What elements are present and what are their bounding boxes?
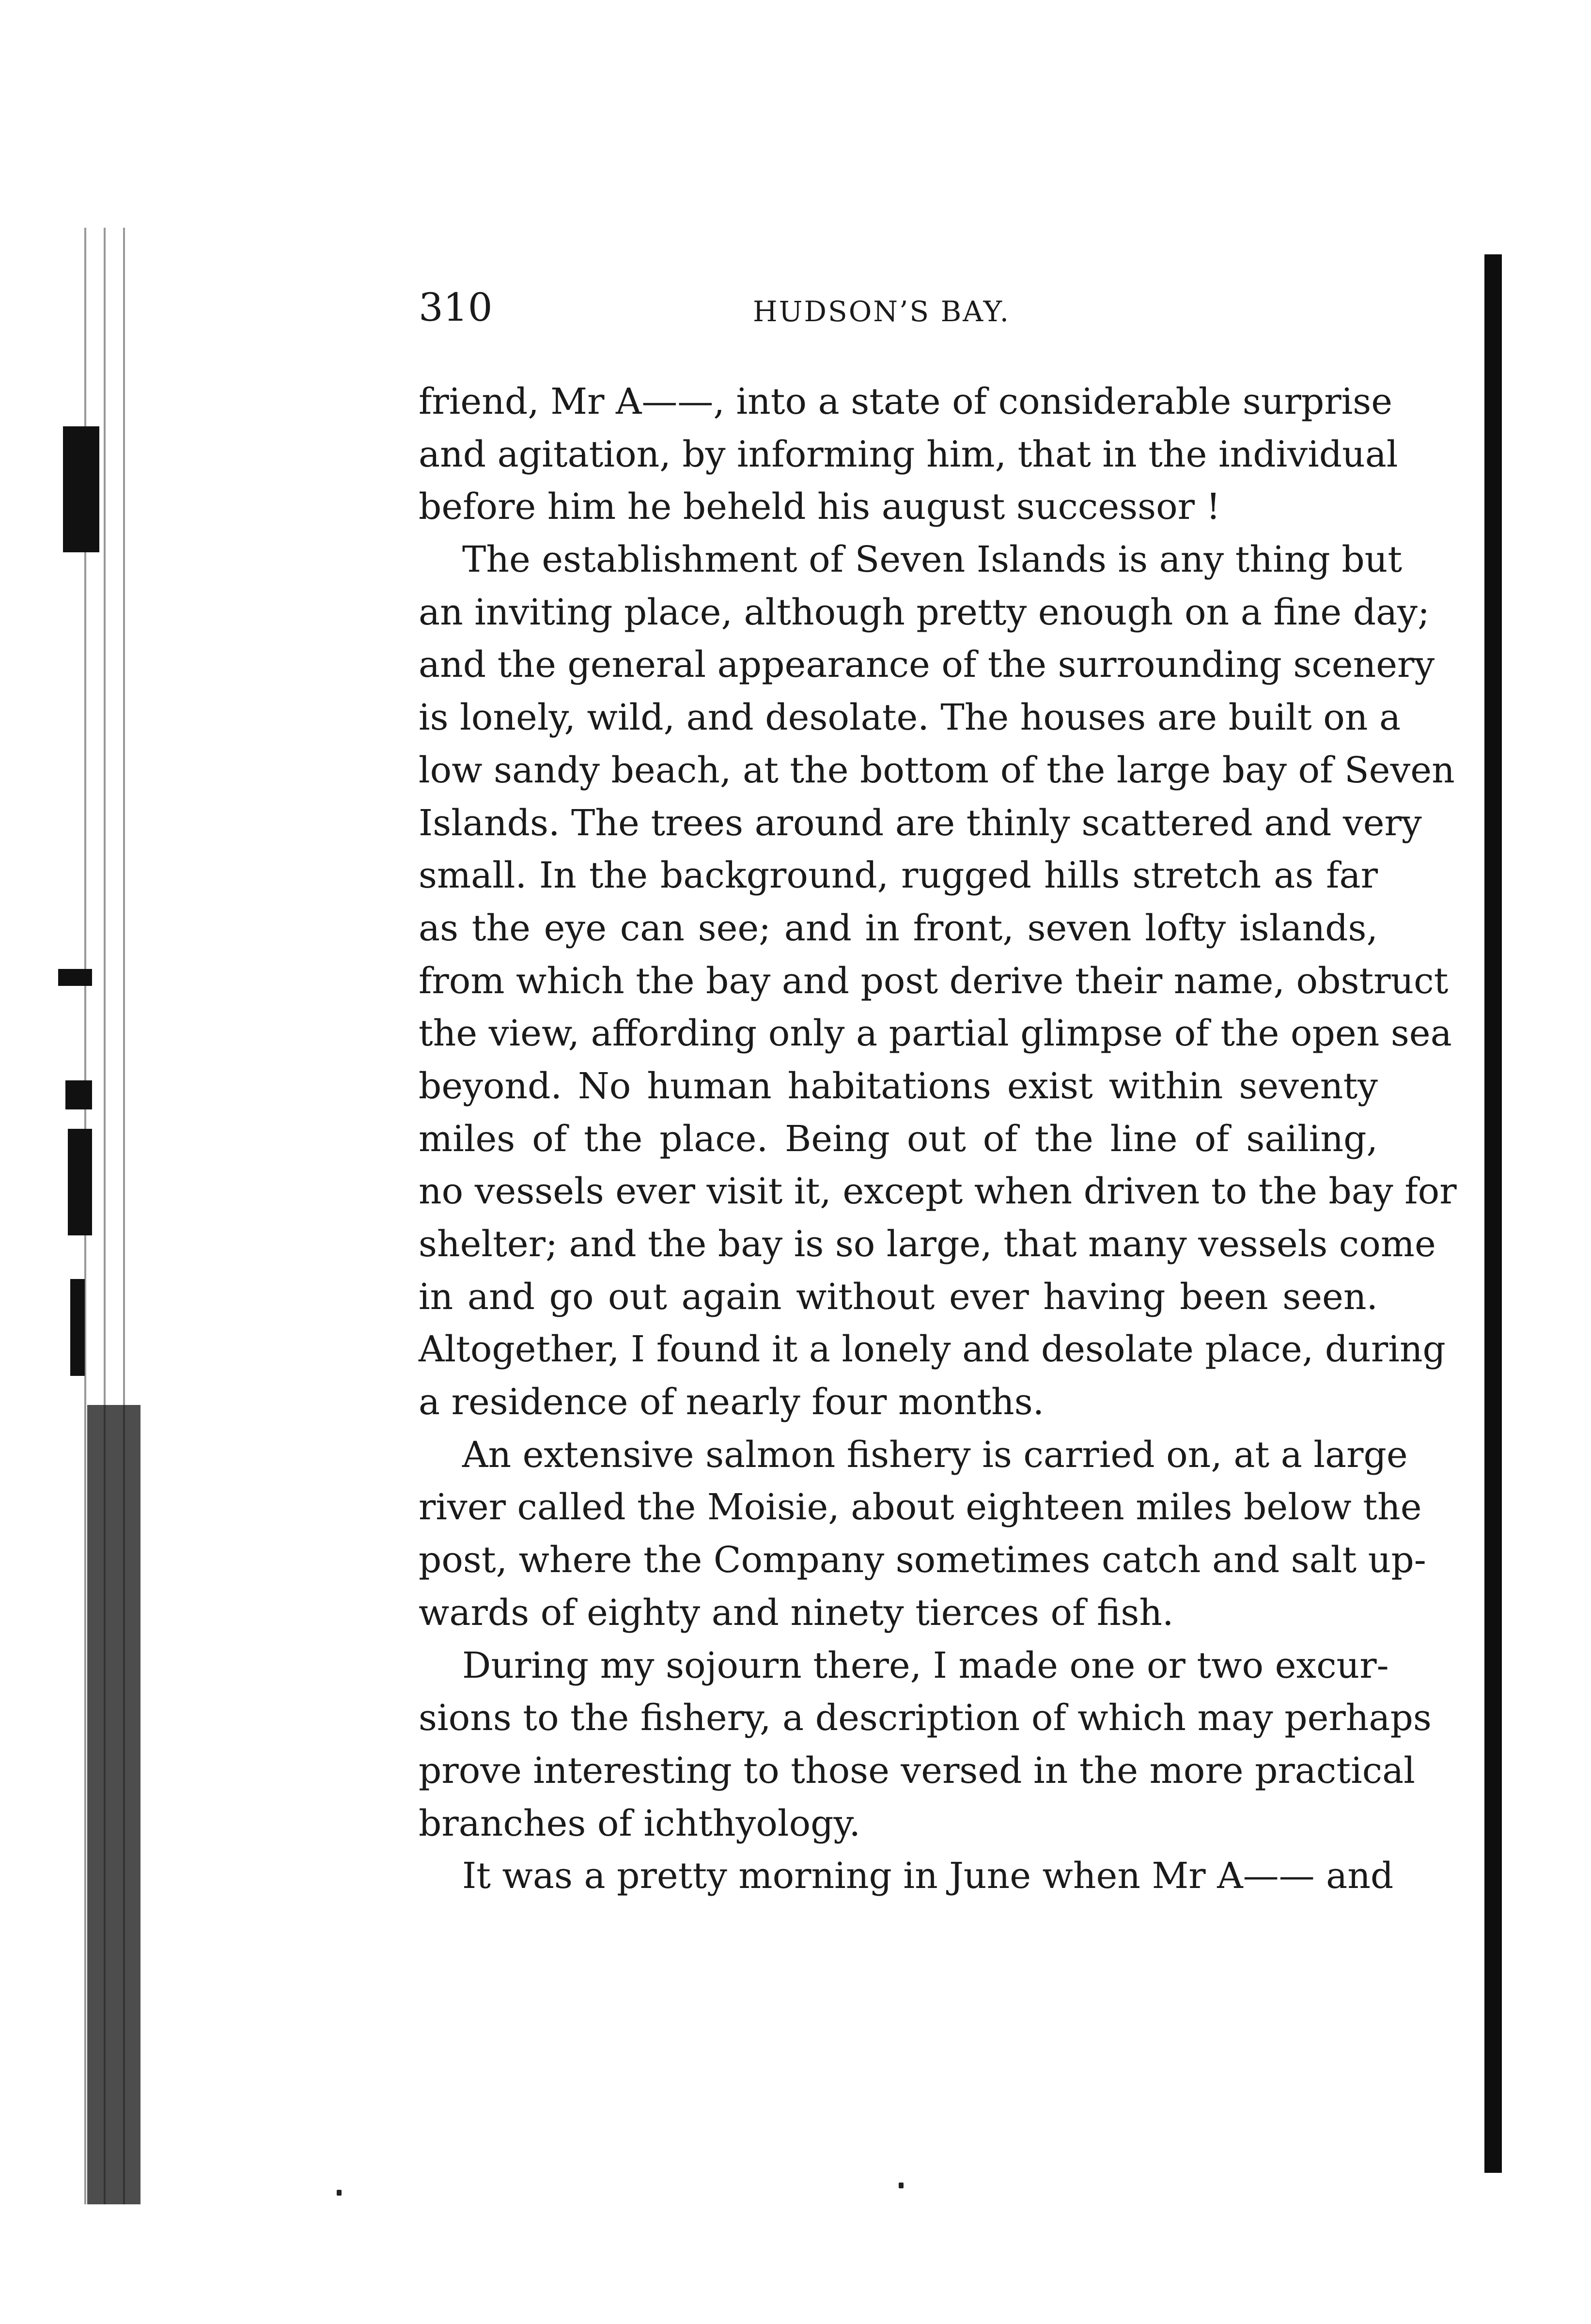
text-line: before him he beheld his august successor ! [419, 486, 1221, 528]
scan-artifact-block [68, 1129, 92, 1235]
scan-artifact-block [87, 1405, 140, 2204]
body-text [419, 375, 1457, 1903]
text-line: During my sojourn there, I made one or two excur- [462, 1644, 1389, 1686]
text-line: low sandy beach, at the bottom of the large bay of Seven [419, 749, 1455, 791]
text-line: no vessels ever visit it, except when driven to the bay for [419, 1170, 1457, 1213]
text-line: an inviting place, although pretty enough on a fine day; [419, 591, 1430, 633]
text-line: Islands. The trees around are thinly scattered and very [419, 802, 1422, 844]
text-line: river called the Moisie, about eighteen miles below the [419, 1486, 1422, 1529]
text-line: post, where the Company sometimes catch and salt up- [419, 1539, 1426, 1581]
text-line: prove interesting to those versed in the more practical [419, 1749, 1415, 1792]
text-line: small. In the background, rugged hills stretch as far [419, 855, 1378, 897]
running-head [419, 281, 1388, 334]
scan-speck [337, 2190, 342, 2196]
scan-speck [899, 2183, 904, 2188]
scan-artifact-block [58, 969, 92, 986]
text-line: a residence of nearly four months. [419, 1381, 1045, 1423]
text-line: and agitation, by informing him, that in the individual [419, 433, 1398, 475]
text-line: as the eye can see; and in front, seven lofty islands, [419, 907, 1378, 949]
text-line: An extensive salmon fishery is carried on, at a large [462, 1434, 1408, 1476]
text-line: wards of eighty and ninety tierces of fish. [419, 1591, 1174, 1634]
text-line: The establishment of Seven Islands is any thing but [462, 539, 1403, 581]
scan-right-edge-rule [1484, 254, 1502, 2173]
running-head-title: HUDSON’S BAY. [753, 295, 1011, 328]
scan-artifact-block [65, 1080, 92, 1109]
scan-artifact-block [70, 1279, 85, 1376]
text-line: shelter; and the bay is so large, that many vessels come [419, 1223, 1436, 1265]
text-line: branches of ichthyology. [419, 1802, 860, 1844]
text-line: miles of the place. Being out of the line of sailing, [419, 1118, 1378, 1160]
text-line: sions to the fishery, a description of which may perhaps [419, 1697, 1432, 1739]
page-number: 310 [419, 285, 493, 330]
text-line: It was a pretty morning in June when Mr A—— and [462, 1855, 1394, 1897]
text-line: the view, affording only a partial glimpse of the open sea [419, 1013, 1452, 1055]
text-line: Altogether, I found it a lonely and desolate place, during [419, 1328, 1446, 1371]
scan-artifact-block [63, 426, 99, 552]
text-line: friend, Mr A——, into a state of considerable surprise [419, 381, 1393, 422]
text-line: and the general appearance of the surrounding scenery [419, 644, 1435, 686]
text-line: beyond. No human habitations exist within seventy [419, 1065, 1378, 1107]
text-line: in and go out again without ever having been seen. [419, 1276, 1378, 1318]
text-line: from which the bay and post derive their name, obstruct [419, 960, 1449, 1002]
text-line: is lonely, wild, and desolate. The houses are built on a [419, 697, 1401, 739]
